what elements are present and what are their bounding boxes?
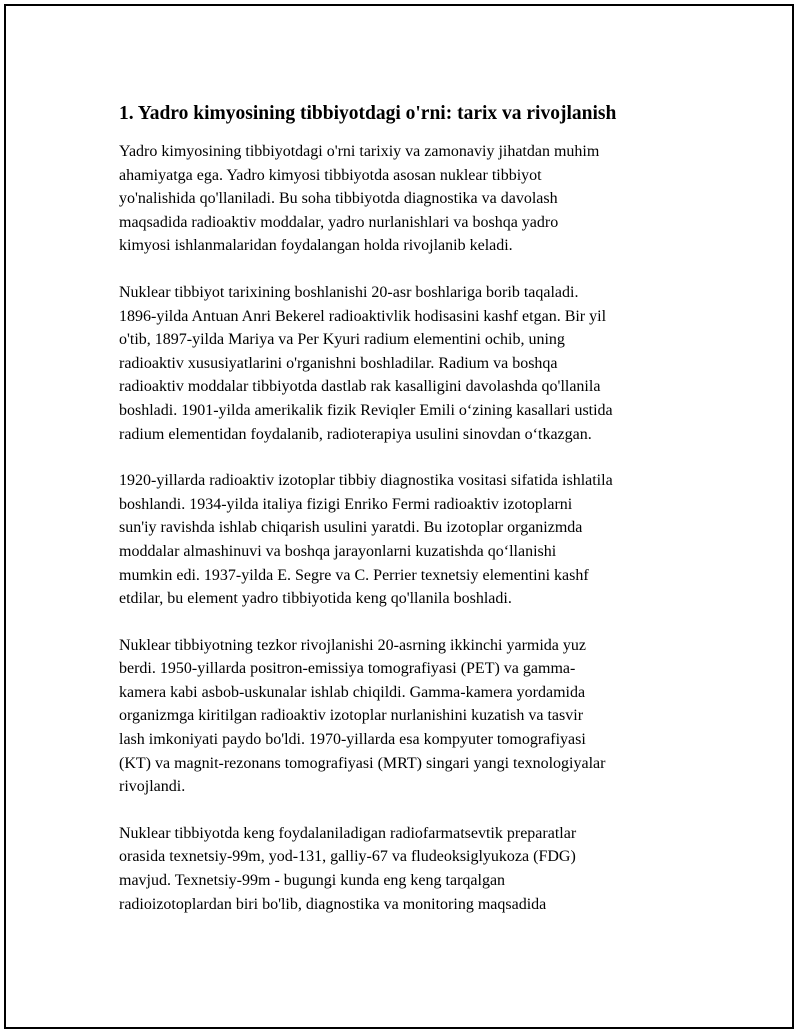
paragraph-4: Nuklear tibbiyotning tezkor rivojlanishi 20-asrning ikkinchi yarmida yuz berdi. 1950-yillarda positron-emissiya tomografiyasi (PET) va gamma- kamera kabi asbob-uskunalar ishlab chiqildi. Gamma-kamera yordamida organizmga kiritilgan radioaktiv izotoplar nurlanishini kuzatish va tasvir lash imkoniyati paydo bo'ldi. 1970-yillarda esa kompyuter tomografiyasi (KT) va magnit-rezonans tomografiyasi (MRT) singari yangi texnologiyalar rivojlandi. xyxy=(119,636,606,796)
document-title: 1. Yadro kimyosining tibbiyotdagi o'rni: tarix va rivojlanish xyxy=(119,103,617,124)
paragraph-2: Nuklear tibbiyot tarixining boshlanishi 20-asr boshlariga borib taqaladi. 1896-yilda Antuan Anri Bekerel radioaktivlik hodisasini kashf etgan. Bir yil o'tib, 1897-yilda Mariya va Per Kyuri radium elementini ochib, uning radioaktiv xususiyatlarini o'rganishni boshladilar. Radium va boshqa radioaktiv moddalar tibbiyotda dastlab rak kasalligini davolashda qo'llanila boshladi. 1901-yilda amerikalik fizik Reviqler Emili o‘zining kasallari ustida radium elementidan foydalanib, radioterapiya usulini sinovdan o‘tkazgan. xyxy=(119,283,613,443)
paragraph-3: 1920-yillarda radioaktiv izotoplar tibbiy diagnostika vositasi sifatida ishlatila boshlandi. 1934-yilda italiya fizigi Enriko Fermi radioaktiv izotoplarni sun'iy ravishda ishlab chiqarish usulini yaratdi. Bu izotoplar organizmda moddalar almashinuvi va boshqa jarayonlarni kuzatishda qo‘llanishi mumkin edi. 1937-yilda E. Segre va C. Perrier texnetsiy elementini kashf etdilar, bu element yadro tibbiyotida keng qo'llanila boshladi. xyxy=(119,472,613,608)
paragraph-5: Nuklear tibbiyotda keng foydalaniladigan radiofarmatsevtik preparatlar orasida texnetsiy-99m, yod-131, galliy-67 va fludeoksiglyukoza (FDG) mavjud. Texnetsiy-99m - bugungi kunda eng keng tarqalgan radioizotoplardan biri bo'lib, diagnostika va monitoring maqsadida xyxy=(119,824,577,913)
paragraph-1: Yadro kimyosining tibbiyotdagi o'rni tarixiy va zamonaviy jihatdan muhim ahamiyatga ega. Yadro kimyosi tibbiyotda asosan nuklear tibbiyot yo'nalishida qo'llaniladi. Bu soha tibbiyotda diagnostika va davolash maqsadida radioaktiv moddalar, yadro nurlanishlari va boshqa yadro kimyosi ishlanmalaridan foydalangan holda rivojlanib keladi. xyxy=(119,143,600,255)
document-body xyxy=(119,102,699,939)
page-frame xyxy=(4,4,794,1029)
